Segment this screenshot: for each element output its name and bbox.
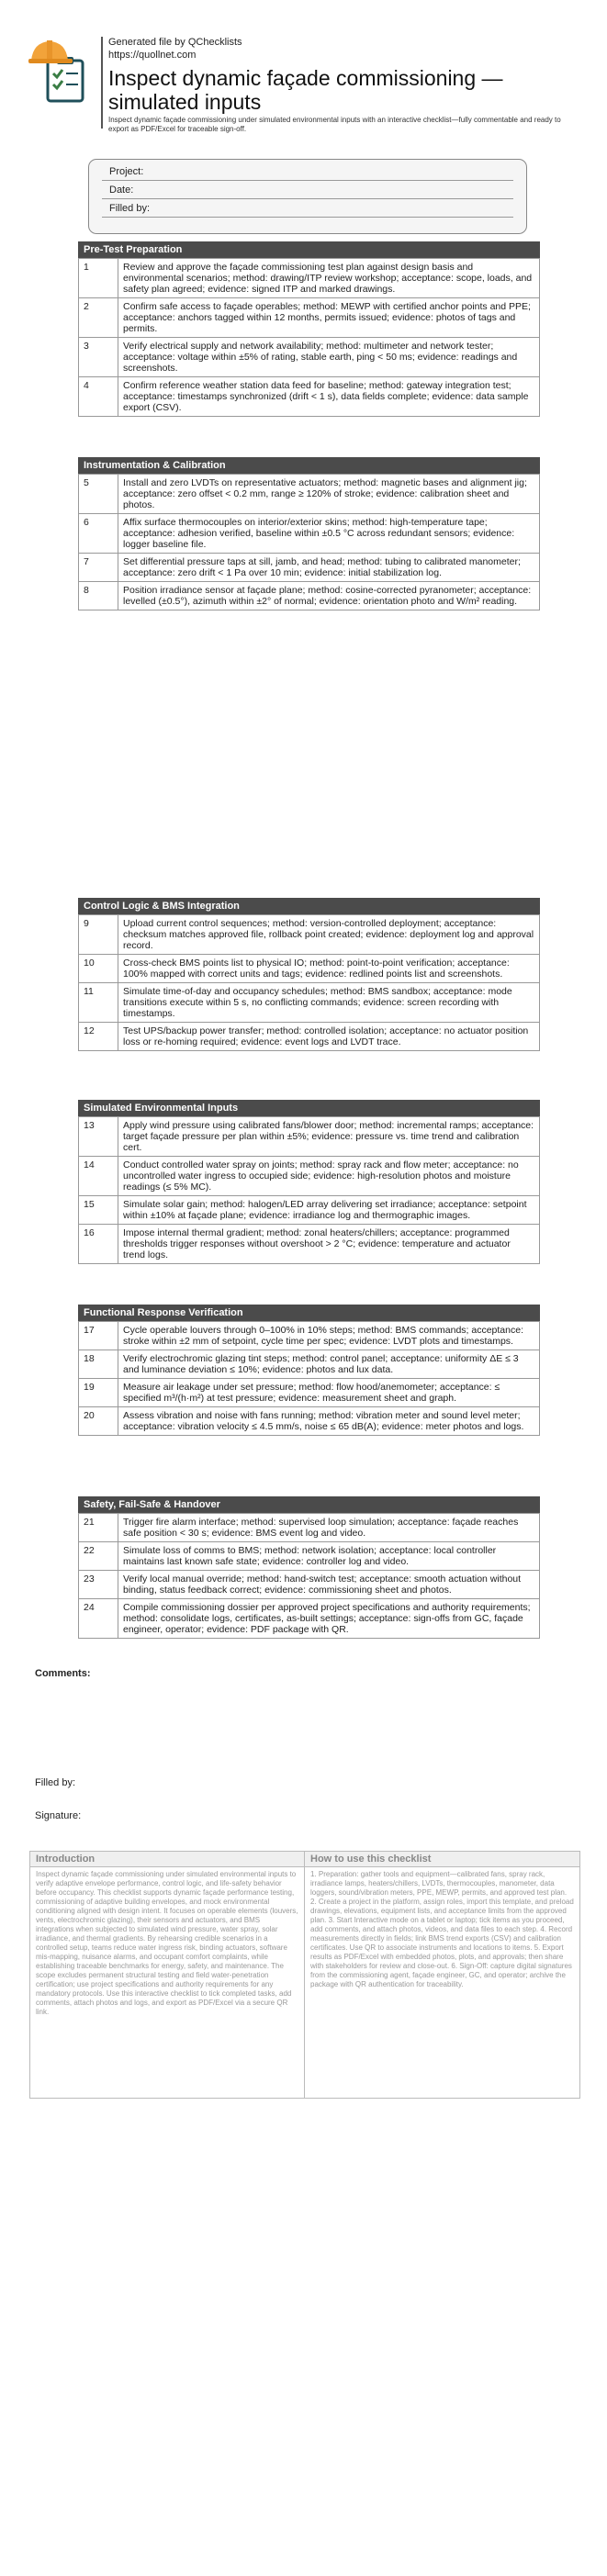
item-number: 24 [79, 1599, 118, 1639]
item-text: Install and zero LVDTs on representative actuators; method: magnetic bases and alignment jig; acceptance: zero offset < 0.2 mm, range ≥ 120% of stroke; evidence: calibration sheet and photos. [118, 475, 540, 514]
date-field[interactable]: Date: [102, 182, 513, 199]
checklist-row[interactable] [79, 338, 540, 377]
section-title: Functional Response Verification [78, 1305, 540, 1321]
item-text: Compile commissioning dossier per approved project specifications and authority requirements; method: consolidate logs, certificates, as-built settings; acceptance: sign-offs from GC, façade engineer, operator; evidence: PDF package with QR. [118, 1599, 540, 1639]
item-text: Conduct controlled water spray on joints; method: spray rack and flow meter; acceptance: no uncontrolled water ingress to occupied side; evidence: high-resolution photos and moisture readings (≤ 5% MC). [118, 1157, 540, 1196]
checklist-row[interactable] [79, 1514, 540, 1542]
item-number: 3 [79, 338, 118, 377]
info-box [88, 159, 527, 234]
checklist-row[interactable] [79, 259, 540, 298]
item-text: Verify electrochromic glazing tint steps; method: control panel; acceptance: uniformity ΔE ≤ 3 and luminance deviation ≤ 10%; evidence: photos and lux data. [118, 1350, 540, 1379]
item-text: Measure air leakage under set pressure; method: flow hood/anemometer; acceptance: ≤ specified m³/(h·m²) at test pressure; evidence: measurement sheet and graph. [118, 1379, 540, 1407]
howto-title: How to use this checklist [305, 1852, 579, 1867]
item-number: 21 [79, 1514, 118, 1542]
item-text: Simulate solar gain; method: halogen/LED array delivering set irradiance; acceptance: setpoint within ±10% at façade plane; evidence: irradiance log and thermographic images. [118, 1196, 540, 1225]
item-number: 14 [79, 1157, 118, 1196]
checklist-row[interactable] [79, 475, 540, 514]
item-number: 15 [79, 1196, 118, 1225]
item-number: 23 [79, 1571, 118, 1599]
checklist-row[interactable] [79, 1379, 540, 1407]
section-safety-failsafe-handover [78, 1496, 540, 1639]
item-text: Assess vibration and noise with fans running; method: vibration meter and sound level meter; acceptance: vibration velocity ≤ 4.5 mm/s, noise ≤ 65 dB(A); evidence: meter photos and logs. [118, 1407, 540, 1436]
item-text: Verify local manual override; method: hand-switch test; acceptance: smooth actuation without binding, status feedback correct; evidence: commissioning sheet and photos. [118, 1571, 540, 1599]
checklist-row[interactable] [79, 554, 540, 582]
checklist-table [78, 474, 540, 610]
page-title: Inspect dynamic façade commissioning — simulated inputs [108, 66, 503, 114]
hardhat-clipboard-icon [28, 37, 94, 103]
filled-by-field[interactable]: Filled by: [102, 200, 513, 218]
section-title: Instrumentation & Calibration [78, 457, 540, 474]
generated-by: Generated file by QChecklists [108, 37, 242, 48]
item-number: 9 [79, 915, 118, 955]
section-title: Control Logic & BMS Integration [78, 898, 540, 914]
document-header [28, 37, 588, 138]
item-number: 18 [79, 1350, 118, 1379]
item-number: 8 [79, 582, 118, 610]
page-subtitle: Inspect dynamic façade commissioning under simulated environmental inputs with an interactive checklist—fully commentable and ready to export as PDF/Excel for traceable sign-off. [108, 116, 561, 133]
filled-by-label: Filled by: [35, 1777, 76, 1788]
section-title: Pre-Test Preparation [78, 241, 540, 258]
item-text: Trigger fire alarm interface; method: supervised loop simulation; acceptance: façade reaches safe position < 30 s; evidence: BMS event log and video. [118, 1514, 540, 1542]
checklist-table [78, 1321, 540, 1436]
checklist-row[interactable] [79, 1023, 540, 1051]
item-text: Affix surface thermocouples on interior/exterior skins; method: high-temperature tape; acceptance: adhesion verified, baseline within ±0.5 °C across redundant sensors; evidence: logger baseline file. [118, 514, 540, 554]
item-number: 4 [79, 377, 118, 417]
checklist-row[interactable] [79, 298, 540, 338]
howto-column [305, 1852, 579, 2098]
checklist-row[interactable] [79, 1196, 540, 1225]
item-text: Upload current control sequences; method: version-controlled deployment; acceptance: checksum matches approved file, rollback point created; evidence: deployment log and approval record. [118, 915, 540, 955]
section-instrumentation-calibration [78, 457, 540, 610]
item-number: 2 [79, 298, 118, 338]
item-number: 19 [79, 1379, 118, 1407]
checklist-table [78, 914, 540, 1051]
checklist-row[interactable] [79, 1157, 540, 1196]
item-text: Test UPS/backup power transfer; method: controlled isolation; acceptance: no actuator position loss or re-homing required; evidence: event logs and LVDT trace. [118, 1023, 540, 1051]
item-text: Cross-check BMS points list to physical IO; method: point-to-point verification; acceptance: 100% mapped with correct units and tags; evidence: redlined points list and screenshots. [118, 955, 540, 983]
item-text: Apply wind pressure using calibrated fans/blower door; method: incremental ramps; acceptance: target façade pressure per plan within ±5%; evidence: pressure vs. time trend and calibration cert. [118, 1117, 540, 1157]
item-number: 1 [79, 259, 118, 298]
checklist-row[interactable] [79, 915, 540, 955]
section-pre-test-preparation [78, 241, 540, 417]
source-url[interactable]: https://quollnet.com [108, 50, 197, 61]
item-number: 7 [79, 554, 118, 582]
introduction-column [30, 1852, 305, 2098]
item-number: 5 [79, 475, 118, 514]
item-text: Set differential pressure taps at sill, jamb, and head; method: tubing to calibrated manometer; acceptance: zero drift < 1 Pa over 10 min; evidence: initial stabilization log. [118, 554, 540, 582]
checklist-row[interactable] [79, 514, 540, 554]
header-divider [101, 37, 103, 129]
item-text: Confirm reference weather station data feed for baseline; method: gateway integration test; acceptance: timestamps synchronized (drift < 1 s), data fields complete; evidence: data sample export (CSV). [118, 377, 540, 417]
checklist-row[interactable] [79, 1571, 540, 1599]
checklist-row[interactable] [79, 1225, 540, 1264]
item-number: 12 [79, 1023, 118, 1051]
item-number: 16 [79, 1225, 118, 1264]
item-text: Simulate loss of comms to BMS; method: network isolation; acceptance: local controller maintains last known safe state; evidence: controller log and video. [118, 1542, 540, 1571]
checklist-row[interactable] [79, 1542, 540, 1571]
checklist-table [78, 1513, 540, 1639]
section-title: Safety, Fail-Safe & Handover [78, 1496, 540, 1513]
item-text: Verify electrical supply and network availability; method: multimeter and network tester; acceptance: voltage within ±5% of rating, stable earth, ping < 50 ms; evidence: readings and screenshots. [118, 338, 540, 377]
item-number: 17 [79, 1322, 118, 1350]
item-number: 13 [79, 1117, 118, 1157]
item-text: Review and approve the façade commissioning test plan against design basis and environmental scenarios; method: drawing/ITP review workshop; acceptance: scope, loads, and safety plan agreed; evidence: signed ITP and marked drawings. [118, 259, 540, 298]
introduction-text: Inspect dynamic façade commissioning under simulated environmental inputs to verify adaptive envelope performance, control logic, and life-safety behavior before occupancy. This checklist supports dynamic façade performance testing, commissioning of adaptive building envelopes, and mock environmental conditioning aligned with design intent. It focuses on operable elements (louvers, vents, electrochromic glazing), their sensors and actuators, and BMS integrations when subjected to simulated wind pressure, water spray, solar irradiance, and thermal gradients. By rehearsing credible scenarios in a controlled setup, teams reduce water ingress risk, binding actuators, software mis-mapping, nuisance alarms, and occupant comfort complaints, while establishing traceable benchmarks for energy, safety, and maintenance. The scope excludes permanent structural testing and field water-penetration certification; use project specifications and authority requirements for any mandatory protocols. Use this interactive checklist to tick completed tasks, add comments, attach photos and logs, and export as PDF/Excel via a secure QR link. [36, 1870, 298, 2016]
section-simulated-environmental-inputs [78, 1100, 540, 1264]
checklist-row[interactable] [79, 1117, 540, 1157]
item-text: Position irradiance sensor at façade plane; method: cosine-corrected pyranometer; acceptance: levelled (±0.5°), azimuth within ±2° of normal; evidence: orientation photo and W/m² reading. [118, 582, 540, 610]
checklist-row[interactable] [79, 1322, 540, 1350]
checklist-row[interactable] [79, 983, 540, 1023]
checklist-row[interactable] [79, 1407, 540, 1436]
howto-text: 1. Preparation: gather tools and equipment—calibrated fans, spray rack, irradiance lamps, heaters/chillers, LVDTs, thermocouples, manometer, data loggers, sound/vibration meters, PPE, MEWP, permits, and approved test plan. 2. Create a project in the platform, assign roles, import this template, and preload drawings, elevations, equipment lists, and acceptance limits from the approved plan. 3. Start Interactive mode on a tablet or laptop; tick items as you proceed, add comments, and attach photos, videos, and data files to each step. 4. Record measurements directly in fields; link BMS trend exports (CSV) and calibration certificates. Use QR to associate instruments and locations to items. 5. Export results as PDF/Excel with embedded photos, plots, and approvals; then share with stakeholders for review and close-out. 6. Sign-Off: capture digital signatures from the commissioning agent, façade engineer, GC, and operator; archive the package with QR authentication for traceability. [310, 1870, 574, 1988]
item-text: Confirm safe access to façade operables; method: MEWP with certified anchor points and PPE; acceptance: anchors tagged within 12 months, permits issued; evidence: photos of tags and permits. [118, 298, 540, 338]
item-number: 11 [79, 983, 118, 1023]
checklist-row[interactable] [79, 582, 540, 610]
info-panel [29, 1851, 580, 2099]
checklist-row[interactable] [79, 955, 540, 983]
section-title: Simulated Environmental Inputs [78, 1100, 540, 1116]
checklist-table [78, 1116, 540, 1264]
item-text: Impose internal thermal gradient; method: zonal heaters/chillers; acceptance: programmed thresholds trigger responses without overshoot > 2 °C; evidence: temperature and actuator trend logs. [118, 1225, 540, 1264]
checklist-row[interactable] [79, 1350, 540, 1379]
introduction-title: Introduction [30, 1852, 304, 1867]
item-number: 6 [79, 514, 118, 554]
checklist-row[interactable] [79, 1599, 540, 1639]
project-field[interactable]: Project: [102, 163, 513, 181]
checklist-row[interactable] [79, 377, 540, 417]
item-number: 20 [79, 1407, 118, 1436]
item-text: Simulate time-of-day and occupancy schedules; method: BMS sandbox; acceptance: mode transitions execute within 5 s, no conflicting commands; evidence: screen recording with timestamps. [118, 983, 540, 1023]
signature-label: Signature: [35, 1810, 82, 1821]
section-control-logic-bms [78, 898, 540, 1051]
item-text: Cycle operable louvers through 0–100% in 10% steps; method: BMS commands; acceptance: stroke within ±2 mm of setpoint, cycle time per spec; evidence: LVDT plots and timestamps. [118, 1322, 540, 1350]
item-number: 10 [79, 955, 118, 983]
section-functional-response-verification [78, 1305, 540, 1436]
checklist-table [78, 258, 540, 417]
item-number: 22 [79, 1542, 118, 1571]
comments-label: Comments: [35, 1668, 91, 1679]
